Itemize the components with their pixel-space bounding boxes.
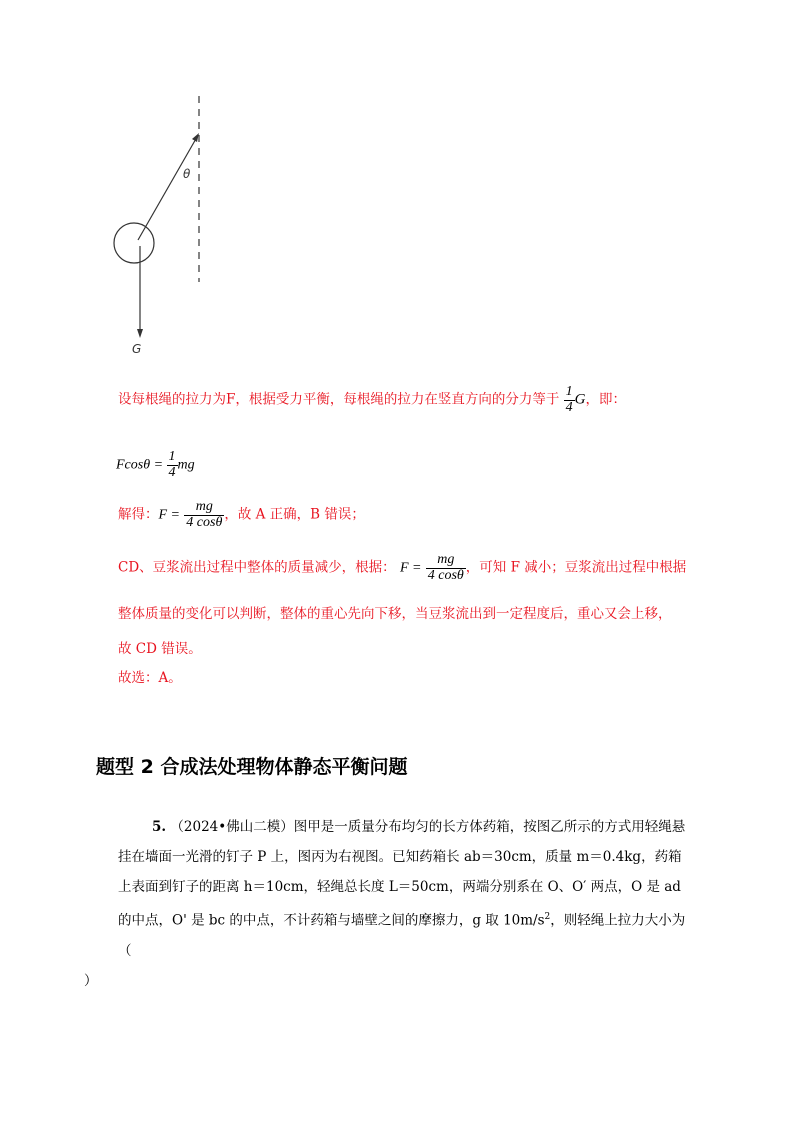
force-diagram (0, 0, 800, 370)
fraction-one-quarter: $\frac{1}{4}$ (168, 449, 176, 480)
gravity-arrowhead (137, 329, 143, 338)
solution-cd-line-2: 整体质量的变化可以判断，整体的重心先向下移，当豆浆流出到一定程度后，重心又会上移， (118, 606, 672, 622)
problem-number: 5. (152, 819, 167, 835)
gravity-label: G (132, 342, 142, 356)
equation-fcos: Fcosθ = $\frac{1}{4}$ mg (116, 449, 195, 480)
fraction-one-quarter: $\frac{1}{4}$ (565, 384, 573, 415)
solution-cd-line-1: CD、豆浆流出过程中整体的质量减少，根据： F = $\frac{mg}{4 \cos\theta}$ ，可知 F 减小；豆浆流出过程中根据 (118, 552, 687, 583)
tension-arrowhead (192, 133, 199, 142)
rope-tension-arrow (138, 137, 197, 240)
fraction-mg-over-4cos: $\frac{mg}{4 \cos\theta}$ (186, 499, 223, 530)
solution-result-line: 解得：F = $\frac{mg}{4 \cos\theta}$ ，故 A 正确，B 错误； (118, 499, 365, 530)
solution-cd-line-3: 故 CD 错误。 (118, 641, 202, 657)
problem-5: 5. （2024•佛山二模）图甲是一质量分布均匀的长方体药箱，按图乙所示的方式用轻绳悬挂在墙面一光滑的钉子 P 上，图丙为右视图。已知药箱长 ab＝30cm，质量 m＝0.4kg，药箱上表面到钉子的距离 h＝10cm，轻绳总长度 L＝50cm，两端分别系在 O、O′ 两点，O 是 ad 的中点，O' 是 bc 的中点，不计药箱与墙壁之间的摩擦力，g 取 $10m/s^2$，则轻绳上拉力大小为（ ） (84, 819, 686, 989)
ball (114, 223, 154, 263)
fraction-mg-over-4cos: $\frac{mg}{4 \cos\theta}$ (427, 552, 464, 583)
solution-answer: 故选：A。 (118, 670, 182, 686)
angle-label: θ (183, 167, 191, 181)
solution-line-1: 设每根绳的拉力为F，根据受力平衡，每根绳的拉力在竖直方向的分力等于 $\frac{1}{4}$ G，即： (118, 384, 627, 415)
section-title: 题型 2 合成法处理物体静态平衡问题 (96, 756, 408, 778)
